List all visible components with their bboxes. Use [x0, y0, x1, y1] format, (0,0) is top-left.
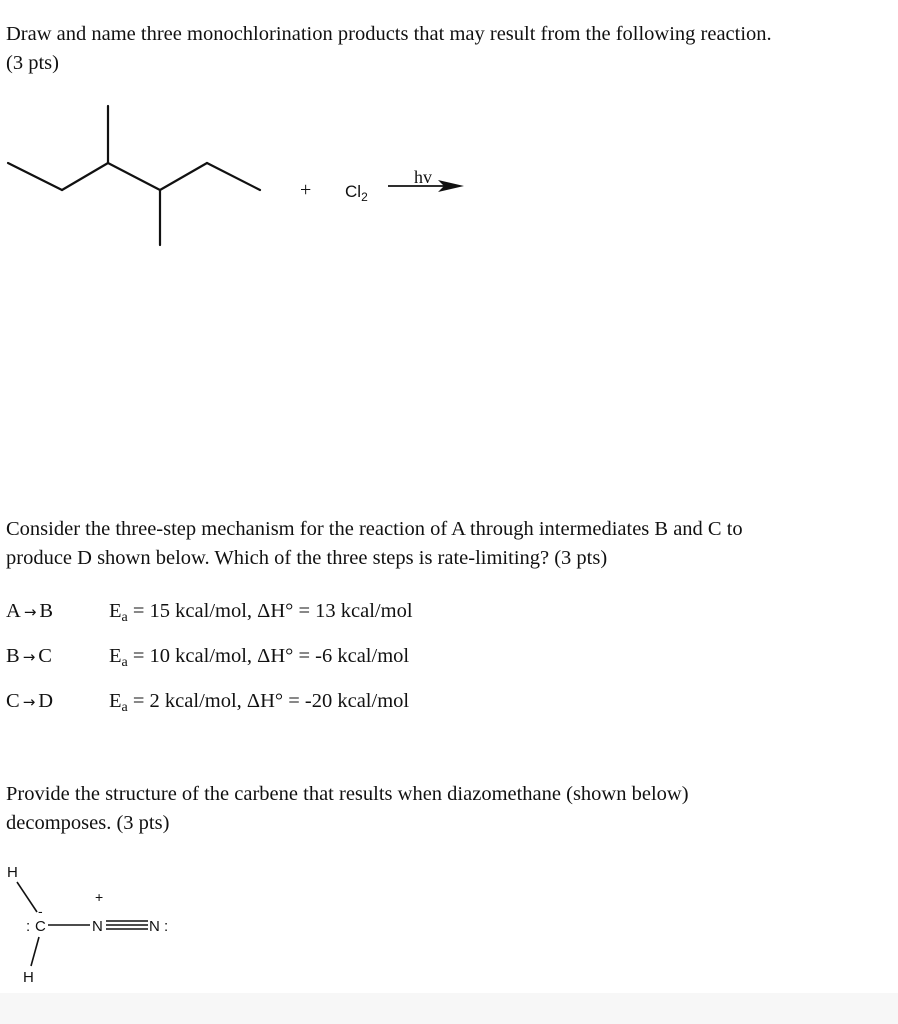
- mechanism-step-1: [6, 596, 606, 626]
- step-energetics: [109, 641, 409, 671]
- alkane-skeletal-structure: [8, 106, 260, 245]
- step-label: [6, 641, 52, 672]
- step-to: C: [38, 645, 52, 667]
- nitrogen-plus-charge: +: [95, 889, 104, 905]
- step-arrow: →: [23, 603, 37, 621]
- hydrogen-bottom: H: [23, 969, 34, 986]
- carbon-lone-pair: :: [26, 918, 31, 935]
- ea-values: = 15 kcal/mol, ΔH° = 13 kcal/mol: [127, 600, 413, 622]
- carbon-atom: C: [35, 918, 46, 935]
- nitrogen-lone-pair: :: [164, 918, 169, 935]
- chlorine-reagent: [345, 182, 368, 204]
- question-3-prompt: [6, 780, 886, 838]
- step-energetics: [109, 686, 409, 716]
- ea-subscript: a: [121, 610, 128, 625]
- reaction-condition-hv: hv: [414, 167, 432, 187]
- bond-c-h-top: [17, 882, 37, 912]
- ea-symbol: E: [109, 600, 122, 622]
- question-2-line-1: Consider the three-step mechanism for the reaction of A through intermediates B and C to: [6, 518, 743, 540]
- nitrogen-atom-2: N: [149, 918, 160, 935]
- bond: [108, 163, 160, 190]
- ea-subscript: a: [121, 700, 128, 715]
- step-label: [6, 596, 53, 627]
- monochlorination-reaction-scheme: [0, 95, 898, 265]
- step-label: [6, 686, 53, 717]
- question-1-line-1: Draw and name three monochlorination products that may result from the following reaction.: [6, 23, 772, 45]
- question-3-line-2: decomposes. (3 pts): [6, 812, 170, 834]
- step-to: B: [39, 600, 54, 622]
- question-2-line-2: produce D shown below. Which of the three steps is rate-limiting? (3 pts): [6, 547, 608, 569]
- mechanism-step-2: [6, 641, 606, 671]
- step-energetics: [109, 596, 413, 626]
- footer-band: [0, 993, 898, 1024]
- bond: [207, 163, 260, 190]
- bond-c-h-bottom: [31, 937, 39, 966]
- question-3-line-1: Provide the structure of the carbene that results when diazomethane (shown below): [6, 783, 689, 805]
- mechanism-step-3: [6, 686, 606, 716]
- ea-subscript: a: [121, 655, 128, 670]
- reagent-symbol: Cl: [345, 182, 362, 201]
- ea-values: = 10 kcal/mol, ΔH° = -6 kcal/mol: [127, 645, 410, 667]
- step-to: D: [38, 690, 54, 712]
- ea-symbol: E: [109, 690, 122, 712]
- question-2-prompt: [6, 515, 886, 573]
- step-arrow: →: [22, 693, 36, 711]
- ea-symbol: E: [109, 645, 122, 667]
- reagent-subscript: 2: [361, 190, 368, 204]
- step-arrow: →: [22, 648, 36, 666]
- bond: [8, 163, 62, 190]
- bond: [62, 163, 108, 190]
- plus-sign: +: [300, 179, 312, 201]
- question-1-prompt: [6, 20, 886, 78]
- nitrogen-atom-1: N: [92, 918, 103, 935]
- step-from: B: [6, 645, 20, 667]
- ea-values: = 2 kcal/mol, ΔH° = -20 kcal/mol: [127, 690, 410, 712]
- carbon-minus-charge: -: [38, 903, 43, 919]
- bond: [160, 163, 207, 190]
- question-1-line-2: (3 pts): [6, 52, 59, 74]
- diazomethane-structure: [0, 850, 240, 990]
- step-from: A: [6, 600, 21, 622]
- step-from: C: [6, 690, 20, 712]
- hydrogen-top: H: [7, 864, 18, 881]
